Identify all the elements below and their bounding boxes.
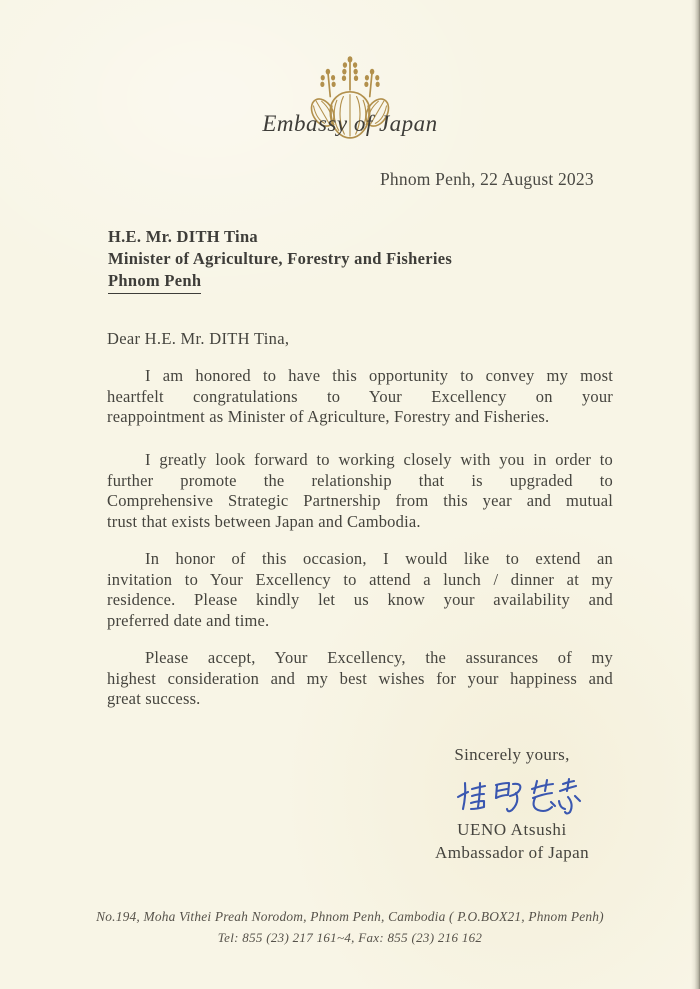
embassy-name: Embassy of Japan <box>262 111 438 136</box>
body-paragraph <box>107 366 613 428</box>
letter-line: Please accept, Your Excellency, the assurances of my <box>145 648 613 667</box>
signer-title: Ambassador of Japan <box>435 843 589 862</box>
letter-line: I greatly look forward to working closely with you in order to <box>145 450 613 469</box>
salutation: Dear H.E. Mr. DITH Tina, <box>107 329 290 348</box>
signature-handwriting <box>454 776 582 818</box>
recipient-block <box>108 226 452 294</box>
letter-line: In honor of this occasion, I would like to extend an <box>145 549 613 568</box>
letter-line: highest consideration and my best wishes for your happiness and <box>107 668 613 688</box>
body-paragraph <box>107 648 613 710</box>
valediction: Sincerely yours, <box>454 745 570 764</box>
letter-line: Comprehensive Strategic Partnership from this year and mutual <box>107 491 613 511</box>
recipient-name: H.E. Mr. DITH Tina <box>108 227 258 246</box>
footer-address: No.194, Moha Vithei Preah Norodom, Phnom Penh, Cambodia ( P.O.BOX21, Phnom Penh) <box>96 909 604 924</box>
body-paragraph <box>107 450 613 532</box>
letter-line: trust that exists between Japan and Cambodia. <box>107 511 421 531</box>
letter-line: great success. <box>107 689 201 709</box>
letter-line: preferred date and time. <box>107 610 270 630</box>
body-paragraph <box>107 549 613 631</box>
closing-block <box>402 745 622 863</box>
signer-name: UENO Atsushi <box>457 820 567 839</box>
letter-line: invitation to Your Excellency to attend a lunch / dinner at my <box>107 569 613 589</box>
recipient-city: Phnom Penh <box>108 270 201 294</box>
letter-line: reappointment as Minister of Agriculture, Forestry and Fisheries. <box>107 407 550 427</box>
letter-line: I am honored to have this opportunity to convey my most <box>145 366 613 385</box>
recipient-title: Minister of Agriculture, Forestry and Fisheries <box>108 249 453 268</box>
footer-contact: Tel: 855 (23) 217 161~4, Fax: 855 (23) 216 162 <box>217 930 483 945</box>
letter-line: further promote the relationship that is upgraded to <box>107 470 613 490</box>
paulownia-crest-icon <box>303 52 397 158</box>
letterhead-footer <box>0 909 700 946</box>
date-line: Phnom Penh, 22 August 2023 <box>380 169 594 189</box>
letter-line: residence. Please kindly let us know your availability and <box>107 590 613 610</box>
letter-line: heartfelt congratulations to Your Excellency on your <box>107 386 613 406</box>
